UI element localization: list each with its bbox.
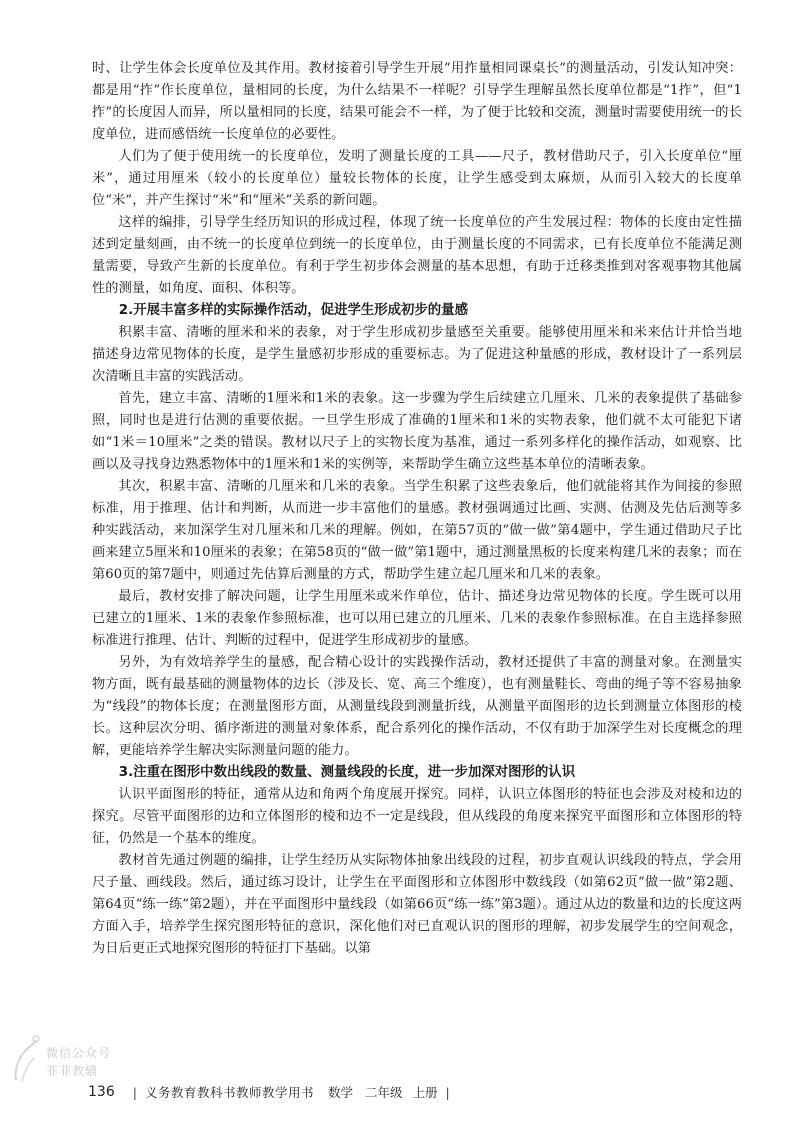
paragraph-10: 教材首先通过例题的编排，让学生经历从实际物体抽象出线段的过程，初步直观认识线段的特点，学会用尺子量、画线段。然后，通过练习设计，让学生在平面图形和立体图形中数线段（如第62页“做一做”第2题、第64页“练一练”第2题），并在平面图形中量线段（如第66页“练一练”第3题）。通过从边的数量和边的长度这两方面入手，培养学生探究图形特征的意识，深化他们对已直观认识的图形的理解，初步发展学生的空间观念，为日后更正式地探究图形的特征打下基础。以第 bbox=[92, 853, 742, 956]
footer-separator: | bbox=[132, 1084, 137, 1100]
watermark-line-1: 微信公众号 bbox=[46, 1046, 112, 1060]
page-body bbox=[92, 58, 742, 960]
footer-book-title: 义务教育教科书教师教学用书 bbox=[144, 1085, 314, 1100]
watermark-figure-icon bbox=[8, 1030, 48, 1090]
footer-separator-end: | bbox=[445, 1084, 450, 1100]
paragraph-8: 另外，为有效培养学生的量感，配合精心设计的实践操作活动，教材还提供了丰富的测量对象。在测量实物方面，既有最基础的测量物体的边长（涉及长、宽、高三个维度），也有测量鞋长、弯曲的绳子等不容易抽象为“线段”的物体长度；在测量图形方面，从测量线段到测量折线，从测量平面图形的边长到测量立体图形的棱长。这种层次分明、循序渐进的测量对象体系，配合系列化的操作活动，不仅有助于加深学生对长度概念的理解，更能培养学生解决实际测量问题的能力。 bbox=[92, 655, 742, 758]
watermark-line-2: 菲菲教辅 bbox=[46, 1064, 99, 1078]
footer-volume: 上册 bbox=[412, 1085, 438, 1100]
page-footer bbox=[88, 1080, 748, 1104]
paragraph-9: 认识平面图形的特征，通常从边和角两个角度展开探究。同样，认识立体图形的特征也会涉及对棱和边的探究。尽管平面图形的边和立体图形的棱和边不一定是线段，但从线段的角度来探究平面图形和立体图形的特征，仍然是一个基本的维度。 bbox=[92, 787, 742, 846]
footer-subject: 数学 bbox=[327, 1085, 353, 1100]
paragraph-7: 最后，教材安排了解决问题，让学生用厘米或米作单位，估计、描述身边常见物体的长度。学生既可以用已建立的1厘米、1米的表象作参照标准，也可以用已建立的几厘米、几米的表象作参照标准。在自主选择参照标准进行推理、估计、判断的过程中，促进学生形成初步的量感。 bbox=[92, 589, 742, 648]
paragraph-6: 其次，积累丰富、清晰的几厘米和几米的表象。当学生积累了这些表象后，他们就能将其作为间接的参照标准，用于推理、估计和判断，从而进一步丰富他们的量感。教材强调通过比画、实测、估测及先估后测等多种实践活动，来加深学生对几厘米和几米的理解。例如，在第57页的“做一做”第4题中，学生通过借助尺子比画来建立5厘米和10厘米的表象；在第58页的“做一做”第1题中，通过测量黑板的长度来构建几米的表象；而在第60页的第7题中，则通过先估算后测量的方式，帮助学生建立起几厘米和几米的表象。 bbox=[92, 479, 742, 582]
paragraph-3: 这样的编排，引导学生经历知识的形成过程，体现了统一长度单位的产生发展过程：物体的长度由定性描述到定量刻画，由不统一的长度单位到统一的长度单位，由于测量长度的不同需求，已有长度单位不能满足测量需要，导致产生新的长度单位。有利于学生初步体会测量的基本思想，有助于迁移类推到对客观事物其他属性的测量，如角度、面积、体积等。 bbox=[92, 215, 742, 296]
paragraph-1: 时、让学生体会长度单位及其作用。教材接着引导学生开展“用拃量相同课桌长”的测量活动，引发认知冲突：都是用“拃”作长度单位，量相同的长度，为什么结果不一样呢？引导学生理解虽然长度单位都是“1拃”，但“1拃”的长度因人而异，所以量相同的长度，结果可能会不一样，为了便于比较和交流，测量时需要使用统一的长度单位，进而感悟统一长度单位的必要性。 bbox=[92, 61, 742, 142]
paragraph-2: 人们为了便于使用统一的长度单位，发明了测量长度的工具——尺子，教材借助尺子，引入长度单位“厘米”，通过用厘米（较小的长度单位）量较长物体的长度，让学生感受到太麻烦，从而引入较大的长度单位“米”，并产生探讨“米”和“厘米”关系的新问题。 bbox=[92, 149, 742, 208]
section-heading-3: 3.注重在图形中数出线段的数量、测量线段的长度，进一步加深对图形的认识 bbox=[118, 765, 576, 780]
paragraph-5: 首先，建立丰富、清晰的1厘米和1米的表象。这一步骤为学生后续建立几厘米、几米的表象提供了基础参照，同时也是进行估测的重要依据。一旦学生形成了准确的1厘米和1米的实物表象，他们就不太可能犯下诸如“1米＝10厘米”之类的错误。教材以尺子上的实物长度为基准，通过一系列多样化的操作活动，如观察、比画以及寻找身边熟悉物体中的1厘米和1米的实例等，来帮助学生确立这些基本单位的清晰表象。 bbox=[92, 391, 742, 472]
section-heading-2: 2.开展丰富多样的实际操作活动，促进学生形成初步的量感 bbox=[118, 303, 468, 318]
page-number: 136 bbox=[88, 1084, 115, 1100]
paragraph-4: 积累丰富、清晰的厘米和米的表象，对于学生形成初步量感至关重要。能够使用厘米和米来估计并恰当地描述身边常见物体的长度，是学生量感初步形成的重要标志。为了促进这种量感的形成，教材设计了一系列层次清晰且丰富的实践活动。 bbox=[92, 325, 742, 384]
footer-grade: 二年级 bbox=[364, 1085, 403, 1100]
